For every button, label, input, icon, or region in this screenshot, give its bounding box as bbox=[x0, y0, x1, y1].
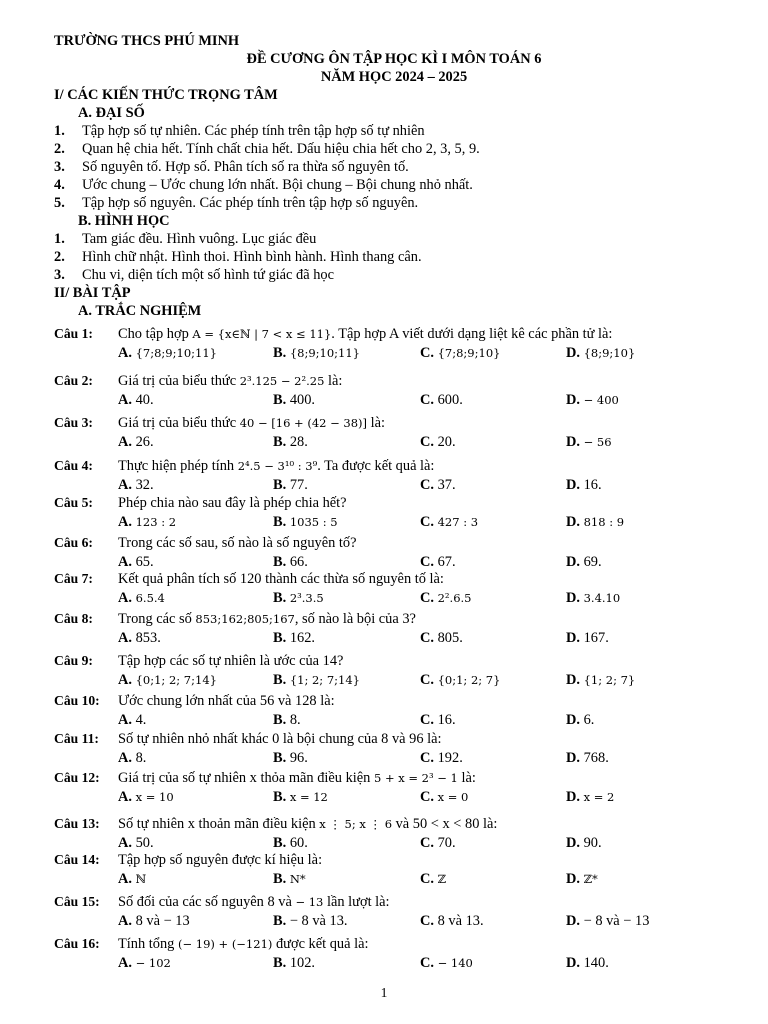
question-9 bbox=[54, 652, 754, 670]
option-value: 162. bbox=[289, 630, 315, 646]
question-label: Câu 4: bbox=[54, 458, 93, 473]
option-letter: C. bbox=[420, 514, 434, 530]
option-value: 818 : 9 bbox=[583, 515, 625, 529]
option-value: 65. bbox=[135, 554, 154, 570]
question-formula: 2⁴.5 − 3¹⁰ : 3⁹ bbox=[237, 459, 318, 473]
option-b[interactable] bbox=[273, 391, 315, 409]
question-text: Giá trị của số tự nhiên x thỏa mãn điều kiện bbox=[118, 770, 374, 786]
question-formula: 5 + x = 2³ − 1 bbox=[373, 771, 458, 785]
question-label: Câu 10: bbox=[54, 693, 100, 708]
option-value: 20. bbox=[437, 434, 456, 450]
option-b[interactable] bbox=[273, 344, 360, 362]
option-value: 853. bbox=[135, 630, 161, 646]
question-label: Câu 13: bbox=[54, 816, 100, 831]
option-letter: D. bbox=[566, 835, 580, 851]
option-a[interactable] bbox=[118, 749, 146, 767]
option-value: 8 và 13. bbox=[437, 913, 484, 929]
geometry-item: 3. Chu vi, diện tích một số hình tứ giác đã học bbox=[54, 267, 335, 283]
option-d[interactable] bbox=[566, 912, 649, 930]
option-letter: B. bbox=[273, 955, 287, 971]
question-label: Câu 7: bbox=[54, 571, 93, 586]
algebra-item: 3. Số nguyên tố. Hợp số. Phân tích số ra thừa số nguyên tố. bbox=[54, 159, 409, 175]
question-text-end: . Tập hợp A viết dưới dạng liệt kê các phần tử là: bbox=[331, 326, 613, 342]
option-value: 50. bbox=[135, 835, 154, 851]
option-b[interactable] bbox=[273, 476, 308, 494]
geometry-item: 2. Hình chữ nhật. Hình thoi. Hình bình hành. Hình thang cân. bbox=[54, 249, 422, 265]
option-b[interactable] bbox=[273, 870, 306, 888]
option-value: 96. bbox=[289, 750, 308, 766]
question-text-end: lần lượt là: bbox=[323, 894, 390, 910]
option-value: {7;8;9;10} bbox=[437, 346, 501, 360]
question-text: Tính tổng bbox=[118, 936, 178, 952]
option-value: 67. bbox=[437, 554, 456, 570]
multiple-choice-title: A. TRẮC NGHIỆM bbox=[78, 303, 202, 319]
option-letter: C. bbox=[420, 750, 434, 766]
option-c[interactable] bbox=[420, 954, 473, 972]
option-letter: A. bbox=[118, 835, 132, 851]
option-letter: B. bbox=[273, 672, 287, 688]
question-text: Ước chung lớn nhất của 56 và 128 là: bbox=[118, 693, 335, 709]
option-c[interactable] bbox=[420, 912, 484, 930]
option-a[interactable] bbox=[118, 513, 176, 531]
option-a[interactable] bbox=[118, 344, 217, 362]
option-letter: B. bbox=[273, 712, 287, 728]
option-c[interactable] bbox=[420, 671, 500, 689]
question-text: Giá trị của biểu thức bbox=[118, 373, 240, 389]
document-title: ĐỀ CƯƠNG ÔN TẬP HỌC KÌ I MÔN TOÁN 6 bbox=[246, 51, 542, 67]
question-text: Giá trị của biểu thức bbox=[118, 415, 240, 431]
question-formula: 2³.125 − 2².25 bbox=[239, 374, 325, 388]
question-5 bbox=[54, 494, 754, 512]
option-value: 60. bbox=[289, 835, 308, 851]
option-b[interactable] bbox=[273, 589, 324, 607]
option-value: 90. bbox=[583, 835, 602, 851]
option-letter: A. bbox=[118, 477, 132, 493]
option-value: 3.4.10 bbox=[583, 591, 621, 605]
option-value: 167. bbox=[583, 630, 609, 646]
option-letter: B. bbox=[273, 514, 287, 530]
option-value: ℕ bbox=[135, 872, 147, 886]
option-b[interactable] bbox=[273, 912, 348, 930]
question-label: Câu 8: bbox=[54, 611, 93, 626]
option-letter: C. bbox=[420, 712, 434, 728]
option-d[interactable] bbox=[566, 344, 635, 362]
question-label: Câu 11: bbox=[54, 731, 99, 746]
option-letter: B. bbox=[273, 630, 287, 646]
option-letter: A. bbox=[118, 750, 132, 766]
question-text: Số đối của các số nguyên 8 và bbox=[118, 894, 296, 910]
option-value: 427 : 3 bbox=[437, 515, 479, 529]
option-d[interactable] bbox=[566, 391, 619, 409]
question-text-end: được kết quả là: bbox=[272, 936, 369, 952]
question-14 bbox=[54, 851, 754, 869]
option-value: 28. bbox=[289, 434, 308, 450]
option-d[interactable] bbox=[566, 433, 612, 451]
option-value: 8. bbox=[135, 750, 147, 766]
option-a[interactable] bbox=[118, 711, 146, 729]
option-value: − 56 bbox=[583, 435, 612, 449]
option-letter: B. bbox=[273, 590, 287, 606]
option-b[interactable] bbox=[273, 671, 360, 689]
question-formula: x ⋮ 5; x ⋮ 6 bbox=[319, 817, 393, 831]
school-name: TRƯỜNG THCS PHÚ MINH bbox=[54, 33, 240, 49]
option-b[interactable] bbox=[273, 629, 315, 647]
option-d[interactable] bbox=[566, 749, 609, 767]
option-c[interactable] bbox=[420, 749, 463, 767]
option-letter: D. bbox=[566, 955, 580, 971]
option-d[interactable] bbox=[566, 954, 609, 972]
option-c[interactable] bbox=[420, 513, 478, 531]
option-letter: C. bbox=[420, 434, 434, 450]
question-formula: A = {x∈ℕ | 7 < x ≤ 11} bbox=[192, 327, 332, 341]
option-a[interactable] bbox=[118, 912, 190, 930]
option-c[interactable] bbox=[420, 589, 471, 607]
option-value: {7;8;9;10;11} bbox=[135, 346, 217, 360]
option-c[interactable] bbox=[420, 834, 456, 852]
option-letter: B. bbox=[273, 871, 287, 887]
option-value: 16. bbox=[583, 477, 602, 493]
option-value: 768. bbox=[583, 750, 609, 766]
option-a[interactable] bbox=[118, 553, 154, 571]
option-value: x = 12 bbox=[289, 790, 328, 804]
option-value: 37. bbox=[437, 477, 456, 493]
option-value: ℤ bbox=[437, 872, 447, 886]
option-d[interactable] bbox=[566, 834, 602, 852]
question-text-end: và 50 < x < 80 là: bbox=[392, 816, 498, 832]
option-value: {8;9;10} bbox=[583, 346, 636, 360]
algebra-item: 2. Quan hệ chia hết. Tính chất chia hết. Dấu hiệu chia hết cho 2, 3, 5, 9. bbox=[54, 141, 480, 157]
question-formula: 853;162;805;167 bbox=[195, 612, 295, 626]
option-c[interactable] bbox=[420, 870, 446, 888]
option-letter: C. bbox=[420, 392, 434, 408]
question-label: Câu 15: bbox=[54, 894, 100, 909]
question-text: Cho tập hợp bbox=[118, 326, 193, 342]
option-a[interactable] bbox=[118, 391, 154, 409]
algebra-title: A. ĐẠI SỐ bbox=[78, 105, 145, 121]
option-value: 32. bbox=[135, 477, 154, 493]
option-a[interactable] bbox=[118, 589, 165, 607]
question-formula: (− 19) + (−121) bbox=[177, 937, 273, 951]
option-c[interactable] bbox=[420, 553, 456, 571]
option-value: 66. bbox=[289, 554, 308, 570]
question-text: Tập hợp số nguyên được kí hiệu là: bbox=[118, 852, 323, 868]
question-text-end: , số nào là bội của 3? bbox=[294, 611, 416, 627]
question-text: Số tự nhiên nhỏ nhất khác 0 là bội chung của 8 và 96 là: bbox=[118, 731, 442, 747]
option-letter: A. bbox=[118, 554, 132, 570]
option-letter: A. bbox=[118, 672, 132, 688]
option-b[interactable] bbox=[273, 788, 328, 806]
option-b[interactable] bbox=[273, 513, 338, 531]
option-a[interactable] bbox=[118, 671, 217, 689]
option-letter: D. bbox=[566, 630, 580, 646]
option-letter: A. bbox=[118, 590, 132, 606]
option-a[interactable] bbox=[118, 834, 154, 852]
option-value: 140. bbox=[583, 955, 609, 971]
option-value: 8 và − 13 bbox=[135, 913, 190, 929]
section-1-title: I/ CÁC KIẾN THỨC TRỌNG TÂM bbox=[54, 87, 278, 103]
option-letter: B. bbox=[273, 345, 287, 361]
option-value: x = 10 bbox=[135, 790, 174, 804]
option-b[interactable] bbox=[273, 834, 308, 852]
option-letter: D. bbox=[566, 434, 580, 450]
option-letter: C. bbox=[420, 554, 434, 570]
option-value: 600. bbox=[437, 392, 463, 408]
geometry-item: 1. Tam giác đều. Hình vuông. Lục giác đều bbox=[54, 231, 317, 247]
option-b[interactable] bbox=[273, 749, 308, 767]
option-d[interactable] bbox=[566, 671, 635, 689]
option-letter: B. bbox=[273, 477, 287, 493]
option-letter: D. bbox=[566, 913, 580, 929]
option-letter: D. bbox=[566, 345, 580, 361]
question-text-end: là: bbox=[457, 770, 476, 786]
question-7 bbox=[54, 570, 754, 588]
algebra-item: 5. Tập hợp số nguyên. Các phép tính trên tập hợp số nguyên. bbox=[54, 195, 419, 211]
option-letter: A. bbox=[118, 871, 132, 887]
option-d[interactable] bbox=[566, 476, 602, 494]
option-letter: C. bbox=[420, 477, 434, 493]
option-value: x = 0 bbox=[437, 790, 469, 804]
question-11 bbox=[54, 730, 754, 748]
question-text: Trong các số sau, số nào là số nguyên tố? bbox=[118, 535, 357, 551]
option-value: x = 2 bbox=[583, 790, 615, 804]
option-value: 123 : 2 bbox=[135, 515, 177, 529]
option-letter: D. bbox=[566, 554, 580, 570]
question-label: Câu 12: bbox=[54, 770, 100, 785]
question-text: Trong các số bbox=[118, 611, 196, 627]
option-letter: A. bbox=[118, 955, 132, 971]
option-value: 69. bbox=[583, 554, 602, 570]
option-b[interactable] bbox=[273, 553, 308, 571]
option-value: 6. bbox=[583, 712, 595, 728]
question-12 bbox=[54, 769, 754, 787]
question-formula: 40 − [16 + (42 − 38)] bbox=[239, 416, 368, 430]
option-letter: D. bbox=[566, 789, 580, 805]
option-c[interactable] bbox=[420, 711, 456, 729]
option-value: 400. bbox=[289, 392, 315, 408]
option-value: {0;1; 2; 7;14} bbox=[135, 673, 217, 687]
question-text: Tập hợp các số tự nhiên là ước của 14? bbox=[118, 653, 344, 669]
option-a[interactable] bbox=[118, 433, 154, 451]
question-8 bbox=[54, 610, 754, 628]
option-a[interactable] bbox=[118, 788, 174, 806]
option-letter: C. bbox=[420, 913, 434, 929]
option-value: 6.5.4 bbox=[135, 591, 165, 605]
option-b[interactable] bbox=[273, 954, 315, 972]
option-letter: B. bbox=[273, 434, 287, 450]
option-value: 26. bbox=[135, 434, 154, 450]
option-letter: C. bbox=[420, 590, 434, 606]
option-value: − 140 bbox=[437, 956, 473, 970]
section-2-title: II/ BÀI TẬP bbox=[54, 285, 131, 301]
option-value: {8;9;10;11} bbox=[289, 346, 360, 360]
option-value: {1; 2; 7;14} bbox=[289, 673, 360, 687]
option-letter: A. bbox=[118, 630, 132, 646]
option-a[interactable] bbox=[118, 954, 171, 972]
option-a[interactable] bbox=[118, 476, 154, 494]
question-10 bbox=[54, 692, 754, 710]
question-3 bbox=[54, 414, 754, 432]
option-letter: C. bbox=[420, 835, 434, 851]
question-6 bbox=[54, 534, 754, 552]
option-value: 70. bbox=[437, 835, 456, 851]
option-letter: C. bbox=[420, 672, 434, 688]
option-value: {0;1; 2; 7} bbox=[437, 673, 501, 687]
question-1 bbox=[54, 325, 754, 343]
question-4 bbox=[54, 457, 754, 475]
option-value: 4. bbox=[135, 712, 147, 728]
option-letter: C. bbox=[420, 630, 434, 646]
question-label: Câu 9: bbox=[54, 653, 93, 668]
option-value: − 400 bbox=[583, 393, 619, 407]
option-letter: A. bbox=[118, 392, 132, 408]
question-formula: − 13 bbox=[295, 895, 324, 909]
option-value: 8. bbox=[289, 712, 301, 728]
option-letter: B. bbox=[273, 392, 287, 408]
option-letter: A. bbox=[118, 712, 132, 728]
option-value: 40. bbox=[135, 392, 154, 408]
option-value: 1035 : 5 bbox=[289, 515, 338, 529]
option-value: 77. bbox=[289, 477, 308, 493]
question-16 bbox=[54, 935, 754, 953]
question-label: Câu 5: bbox=[54, 495, 93, 510]
option-d[interactable] bbox=[566, 870, 598, 888]
option-b[interactable] bbox=[273, 711, 301, 729]
option-a[interactable] bbox=[118, 870, 146, 888]
option-letter: C. bbox=[420, 871, 434, 887]
question-text: Phép chia nào sau đây là phép chia hết? bbox=[118, 495, 347, 511]
option-value: 2².6.5 bbox=[437, 591, 472, 605]
option-c[interactable] bbox=[420, 391, 463, 409]
question-label: Câu 3: bbox=[54, 415, 93, 430]
option-c[interactable] bbox=[420, 344, 500, 362]
question-label: Câu 14: bbox=[54, 852, 100, 867]
option-letter: A. bbox=[118, 913, 132, 929]
option-value: 16. bbox=[437, 712, 456, 728]
option-letter: C. bbox=[420, 955, 434, 971]
option-letter: D. bbox=[566, 712, 580, 728]
option-value: − 102 bbox=[135, 956, 171, 970]
option-value: − 8 và 13. bbox=[289, 913, 348, 929]
question-text-end: là: bbox=[324, 373, 343, 389]
option-letter: D. bbox=[566, 392, 580, 408]
option-value: 102. bbox=[289, 955, 315, 971]
option-value: 192. bbox=[437, 750, 463, 766]
option-value: 2³.3.5 bbox=[289, 591, 324, 605]
option-a[interactable] bbox=[118, 629, 161, 647]
option-d[interactable] bbox=[566, 629, 609, 647]
question-15 bbox=[54, 893, 754, 911]
option-letter: B. bbox=[273, 789, 287, 805]
option-letter: B. bbox=[273, 835, 287, 851]
option-letter: D. bbox=[566, 672, 580, 688]
algebra-item: 1. Tập hợp số tự nhiên. Các phép tính trên tập hợp số tự nhiên bbox=[54, 123, 425, 139]
option-letter: C. bbox=[420, 789, 434, 805]
option-value: − 8 và − 13 bbox=[583, 913, 650, 929]
option-c[interactable] bbox=[420, 476, 456, 494]
question-label: Câu 6: bbox=[54, 535, 93, 550]
option-letter: D. bbox=[566, 871, 580, 887]
option-letter: A. bbox=[118, 434, 132, 450]
question-text: Số tự nhiên x thoản mãn điều kiện bbox=[118, 816, 320, 832]
option-letter: A. bbox=[118, 514, 132, 530]
option-letter: B. bbox=[273, 554, 287, 570]
question-label: Câu 1: bbox=[54, 326, 93, 341]
option-d[interactable] bbox=[566, 513, 624, 531]
option-d[interactable] bbox=[566, 711, 594, 729]
option-letter: D. bbox=[566, 477, 580, 493]
option-letter: A. bbox=[118, 345, 132, 361]
page-number: 1 bbox=[380, 985, 388, 1000]
question-text: Kết quả phân tích số 120 thành các thừa số nguyên tố là: bbox=[118, 571, 444, 587]
option-value: {1; 2; 7} bbox=[583, 673, 636, 687]
algebra-item: 4. Ước chung – Ước chung lớn nhất. Bội chung – Bội chung nhỏ nhất. bbox=[54, 177, 473, 193]
option-letter: B. bbox=[273, 750, 287, 766]
option-c[interactable] bbox=[420, 629, 463, 647]
question-2 bbox=[54, 372, 754, 390]
question-label: Câu 2: bbox=[54, 373, 93, 388]
option-letter: C. bbox=[420, 345, 434, 361]
school-year: NĂM HỌC 2024 – 2025 bbox=[320, 69, 468, 85]
question-text-end: . Ta được kết quả là: bbox=[317, 458, 435, 474]
option-d[interactable] bbox=[566, 589, 620, 607]
question-label: Câu 16: bbox=[54, 936, 100, 951]
option-value: ℤ* bbox=[583, 872, 598, 886]
option-letter: D. bbox=[566, 590, 580, 606]
option-d[interactable] bbox=[566, 553, 602, 571]
question-text: Thực hiện phép tính bbox=[118, 458, 238, 474]
option-letter: D. bbox=[566, 514, 580, 530]
option-letter: A. bbox=[118, 789, 132, 805]
option-letter: B. bbox=[273, 913, 287, 929]
option-b[interactable] bbox=[273, 433, 308, 451]
option-c[interactable] bbox=[420, 788, 468, 806]
option-d[interactable] bbox=[566, 788, 614, 806]
question-text-end: là: bbox=[367, 415, 385, 431]
option-letter: D. bbox=[566, 750, 580, 766]
option-value: N* bbox=[289, 872, 306, 886]
question-13 bbox=[54, 815, 754, 833]
option-c[interactable] bbox=[420, 433, 456, 451]
option-value: 805. bbox=[437, 630, 463, 646]
geometry-title: B. HÌNH HỌC bbox=[78, 213, 170, 229]
